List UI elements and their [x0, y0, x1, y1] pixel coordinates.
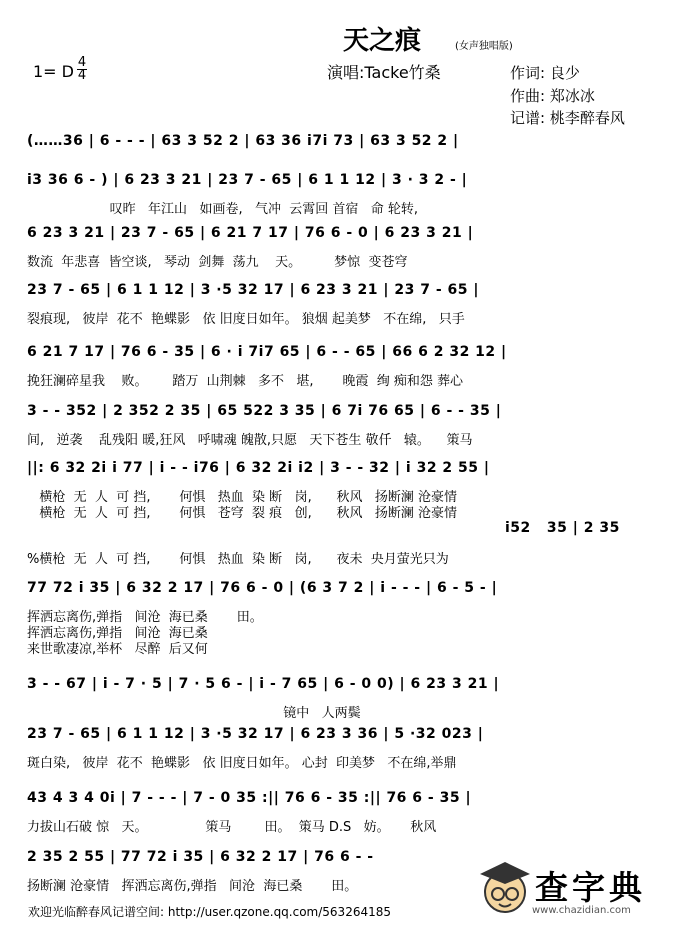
- lyric-line: 挥洒忘离伤,弹指 间沧 海已桑 田。: [27, 610, 263, 625]
- lyric-line: 斑白染, 彼岸 花不 艳蝶影 依 旧度日如年。 心封 印美梦 不在绵,举鼎: [27, 756, 457, 771]
- graduate-avatar-icon: [475, 852, 535, 920]
- song-subtitle: (女声独唱版): [455, 41, 513, 52]
- time-signature-top: 4: [77, 55, 87, 70]
- lyric-line: 力拔山石破 惊 天。 策马 田。 策马 D.S 妨。 秋风: [27, 820, 437, 835]
- notation-line: 23 7 - 65 | 6 1 1 12 | 3 ·5 32 17 | 6 23 3 36 | 5 ·32 023 |: [27, 726, 484, 742]
- lyric-line: 挽狂澜碎星我 败。 踏万 山荆棘 多不 堪, 晚霞 绚 痴和怨 葬心: [27, 374, 463, 389]
- notation-line: ||: 6 32 2i i 77 | i - - i76 | 6 32 2i i2 | 3 - - 32 | i 32 2 55 |: [27, 460, 490, 476]
- lyric-line: 数流 年悲喜 皆空谈, 琴动 剑舞 荡九 天。 梦惊 变苍穹: [27, 255, 408, 270]
- notation-line: i3 36 6 - ) | 6 23 3 21 | 23 7 - 65 | 6 1 1 12 | 3 · 3 2 - |: [27, 172, 468, 188]
- lyric-line: %横枪 无 人 可 挡, 何惧 热血 染 断 岗, 夜未 央月萤光只为: [27, 552, 449, 567]
- transcriber: 记谱: 桃李醉春风: [510, 109, 625, 127]
- lyricist: 作词: 良少: [510, 64, 580, 82]
- notation-line: 3 - - 352 | 2 352 2 35 | 65 522 3 35 | 6 7i 76 65 | 6 - - 35 |: [27, 403, 502, 419]
- time-signature-bottom: 4: [77, 68, 87, 83]
- lyric-line: 镜中 人两鬓: [27, 706, 361, 721]
- lyric-line: 扬断澜 沧豪情 挥洒忘离伤,弹指 间沧 海已桑 田。: [27, 879, 358, 894]
- notation-line: 77 72 i 35 | 6 32 2 17 | 76 6 - 0 | (6 3 7 2 | i - - - | 6 - 5 - |: [27, 580, 498, 596]
- lyric-line: 横枪 无 人 可 挡, 何惧 热血 染 断 岗, 秋风 扬断澜 沧豪情: [27, 490, 458, 505]
- lyric-line: 挥洒忘离伤,弹指 间沧 海已桑: [27, 626, 208, 641]
- watermark-title: 查字典: [535, 868, 646, 907]
- lyric-line: 叹昨 年江山 如画卷, 气冲 云霄回 首宿 命 轮转,: [27, 202, 419, 217]
- composer: 作曲: 郑冰冰: [510, 87, 595, 105]
- lyric-line: 横枪 无 人 可 挡, 何惧 苍穹 裂 痕 创, 秋风 扬断澜 沧豪情: [27, 506, 458, 521]
- lyric-line: 来世歌凄凉,举杯 尽醉 后又何: [27, 642, 208, 657]
- singer: 演唱:Tacke竹桑: [327, 63, 441, 82]
- notation-line: 3 - - 67 | i - 7 · 5 | 7 · 5 6 - | i - 7 65 | 6 - 0 0) | 6 23 3 21 |: [27, 676, 500, 692]
- song-title: 天之痕: [343, 26, 422, 56]
- watermark-url: www.chazidian.com: [532, 905, 631, 916]
- notation-line: 23 7 - 65 | 6 1 1 12 | 3 ·5 32 17 | 6 23 3 21 | 23 7 - 65 |: [27, 282, 479, 298]
- notation-line: 6 21 7 17 | 76 6 - 35 | 6 · i 7i7 65 | 6 - - 65 | 66 6 2 32 12 |: [27, 344, 507, 360]
- notation-line: 43 4 3 4 0i | 7 - - - | 7 - 0 35 :|| 76 6 - 35 :|| 76 6 - 35 |: [27, 790, 472, 806]
- notation-line: (……36 | 6 - - - | 63 3 52 2 | 63 36 i7i 73 | 63 3 52 2 |: [27, 133, 459, 149]
- lyric-line: 间, 逆袭 乱残阳 暖,狂风 呼啸魂 魄散,只愿 天下苍生 敬仟 辕。 策马: [27, 433, 473, 448]
- footer-text: 欢迎光临醉春风记谱空间: http://user.qzone.qq.com/563264185: [28, 905, 392, 919]
- key-signature: 1= D: [33, 62, 74, 81]
- notation-line: 2 35 2 55 | 77 72 i 35 | 6 32 2 17 | 76 6 - -: [27, 849, 374, 865]
- notation-line: i52 35 | 2 35: [505, 520, 620, 536]
- time-signature: [77, 57, 87, 82]
- notation-line: 6 23 3 21 | 23 7 - 65 | 6 21 7 17 | 76 6 - 0 | 6 23 3 21 |: [27, 225, 474, 241]
- lyric-line: 裂痕现, 彼岸 花不 艳蝶影 依 旧度日如年。 狼烟 起美梦 不在绵, 只手: [27, 312, 465, 327]
